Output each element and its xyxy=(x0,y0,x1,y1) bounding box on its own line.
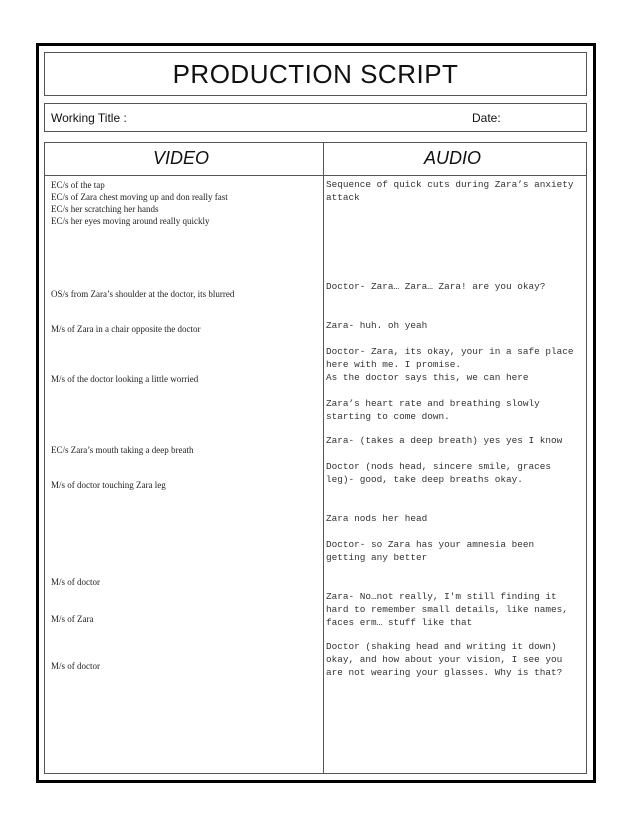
video-line: M/s of doctor xyxy=(51,577,100,587)
header-divider xyxy=(45,175,586,176)
script-title-box xyxy=(44,52,587,96)
audio-line: getting any better xyxy=(326,552,428,563)
info-row xyxy=(44,103,587,132)
audio-line: leg)- good, take deep breaths okay. xyxy=(326,474,523,485)
page-title: PRODUCTION SCRIPT xyxy=(172,58,459,89)
audio-line: here with me. I promise. xyxy=(326,359,462,370)
video-line: M/s of Zara xyxy=(51,614,94,624)
video-line: M/s of doctor touching Zara leg xyxy=(51,480,166,490)
audio-line: Zara nods her head xyxy=(326,513,428,524)
video-line: OS/s from Zara’s shoulder at the doctor, its blurred xyxy=(51,289,235,299)
column-divider xyxy=(323,143,324,773)
video-line: EC/s of Zara chest moving up and don really fast xyxy=(51,192,228,202)
audio-line: are not wearing your glasses. Why is that? xyxy=(326,667,563,678)
audio-line: starting to come down. xyxy=(326,411,450,422)
video-line: M/s of doctor xyxy=(51,661,100,671)
video-line: EC/s her scratching her hands xyxy=(51,204,159,214)
date-label: Date: xyxy=(472,111,501,125)
working-title-label: Working Title : xyxy=(51,111,127,125)
video-line: EC/s of the tap xyxy=(51,180,105,190)
script-table xyxy=(44,142,587,774)
video-line: EC/s her eyes moving around really quickly xyxy=(51,216,210,226)
audio-line: Sequence of quick cuts during Zara’s anxiety xyxy=(326,179,574,190)
audio-line: Doctor- so Zara has your amnesia been xyxy=(326,539,535,550)
audio-line: Doctor (nods head, sincere smile, graces xyxy=(326,461,552,472)
audio-line: Zara- huh. oh yeah xyxy=(326,320,428,331)
audio-line: Doctor- Zara, its okay, your in a safe place xyxy=(326,346,574,357)
audio-line: hard to remember small details, like names, xyxy=(326,604,568,615)
video-line: EC/s Zara’s mouth taking a deep breath xyxy=(51,445,194,455)
audio-line: attack xyxy=(326,192,360,203)
audio-line: Doctor- Zara… Zara… Zara! are you okay? xyxy=(326,281,546,292)
audio-line: Zara- No…not really, I'm still finding it xyxy=(326,591,557,602)
video-line: M/s of the doctor looking a little worried xyxy=(51,374,199,384)
video-line: M/s of Zara in a chair opposite the doctor xyxy=(51,324,201,334)
audio-line: Zara’s heart rate and breathing slowly xyxy=(326,398,540,409)
audio-column-header: AUDIO xyxy=(424,148,482,168)
video-column-header: VIDEO xyxy=(153,148,210,168)
audio-line: As the doctor says this, we can here xyxy=(326,372,529,383)
audio-line: faces erm… stuff like that xyxy=(326,617,473,628)
audio-line: Doctor (shaking head and writing it down) xyxy=(326,641,557,652)
audio-line: Zara- (takes a deep breath) yes yes I know xyxy=(326,435,563,446)
audio-line: okay, and how about your vision, I see you xyxy=(326,654,563,665)
